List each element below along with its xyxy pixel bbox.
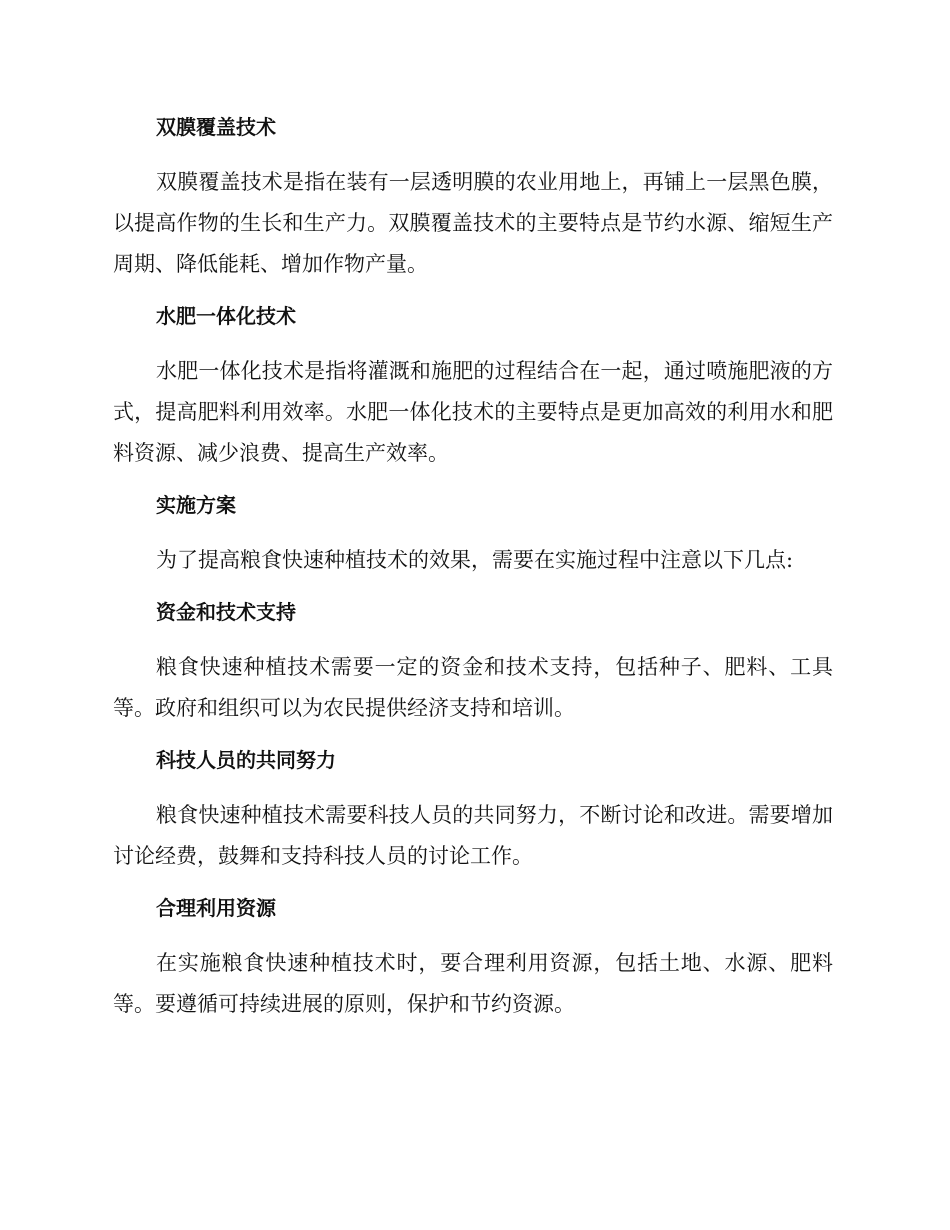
paragraph-implementation: 为了提高粮食快速种植技术的效果，需要在实施过程中注意以下几点: [156,548,794,572]
spacer [113,146,833,162]
spacer [113,779,833,795]
section-heading-researchers: 科技人员的共同努力 [156,748,336,772]
paragraph-funding-support: 粮食快速种植技术需要一定的资金和技术支持，包括种子、肥料、工具等。政府和组织可以为农民提供经济支持和培训。 [113,655,833,720]
spacer [113,285,833,297]
spacer [113,927,833,943]
paragraph-resources: 在实施粮食快速种植技术时，要合理利用资源，包括土地、水源、肥料等。要遵循可持续进展的原则，保护和节约资源。 [113,951,833,1016]
spacer [113,581,833,593]
section-heading-funding-support: 资金和技术支持 [156,600,296,624]
spacer [113,631,833,647]
section-heading-water-fertilizer: 水肥一体化技术 [156,304,296,328]
document-body [113,108,833,1025]
section-heading-implementation: 实施方案 [156,493,236,517]
paragraph-researchers: 粮食快速种植技术需要科技人员的共同努力，不断讨论和改进。需要增加讨论经费，鼓舞和支持科技人员的讨论工作。 [113,803,833,868]
section-heading-resources: 合理利用资源 [156,896,276,920]
spacer [113,524,833,540]
section-heading-double-film: 双膜覆盖技术 [156,115,276,139]
spacer [113,729,833,741]
spacer [113,335,833,351]
paragraph-water-fertilizer: 水肥一体化技术是指将灌溉和施肥的过程结合在一起，通过喷施肥液的方式，提高肥料利用效率。水肥一体化技术的主要特点是更加高效的利用水和肥料资源、减少浪费、提高生产效率。 [113,359,833,465]
spacer [113,474,833,486]
paragraph-double-film: 双膜覆盖技术是指在装有一层透明膜的农业用地上，再铺上一层黑色膜，以提高作物的生长和生产力。双膜覆盖技术的主要特点是节约水源、缩短生产周期、降低能耗、增加作物产量。 [113,170,833,276]
spacer [113,877,833,889]
